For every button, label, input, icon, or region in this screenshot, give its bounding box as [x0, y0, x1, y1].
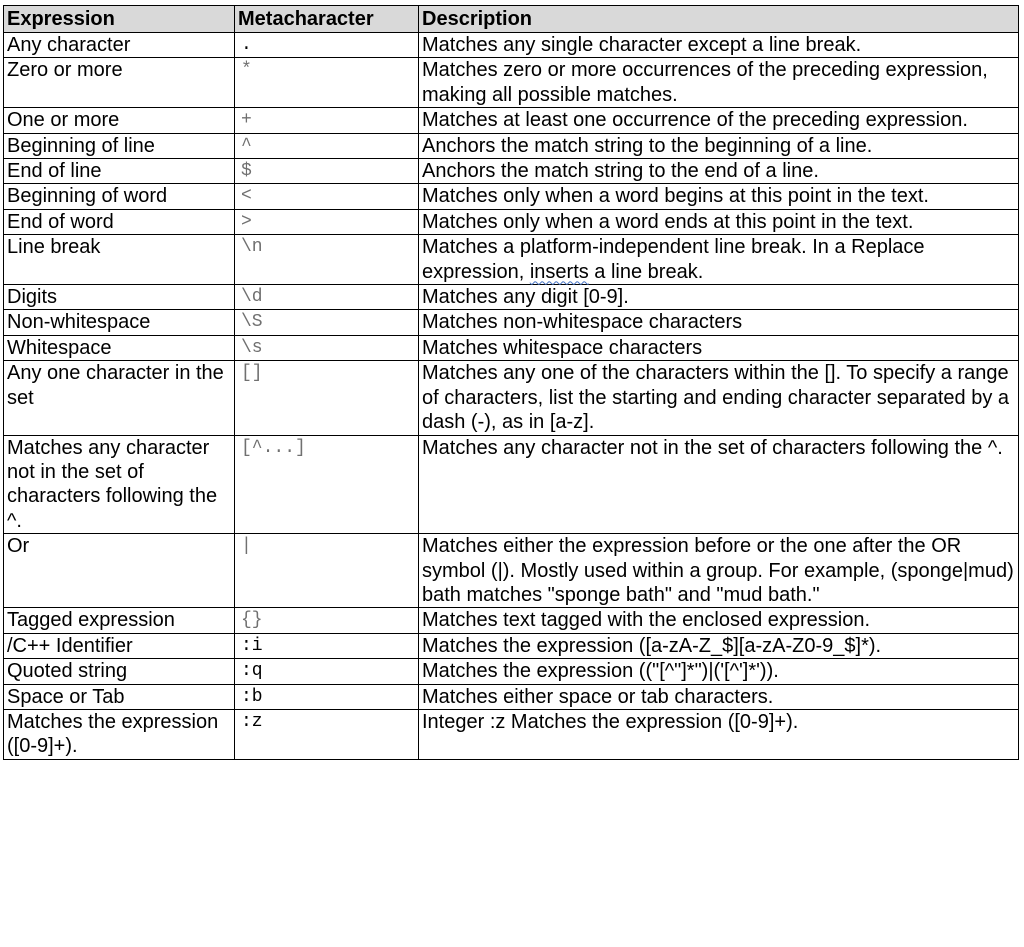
description-cell: Matches the expression ([a-zA-Z_$][a-zA-Z0-9_$]*).: [419, 633, 1019, 658]
metacharacter-cell: |: [235, 534, 419, 608]
expression-cell: Non-whitespace: [4, 310, 235, 335]
table-row: [4, 335, 1019, 360]
metacharacter-cell: >: [235, 209, 419, 234]
metacharacter-cell: \n: [235, 235, 419, 285]
description-cell: Matches non-whitespace characters: [419, 310, 1019, 335]
spellcheck-flagged-word: inserts: [529, 260, 589, 283]
expression-cell: Zero or more: [4, 58, 235, 108]
table-row: [4, 33, 1019, 58]
metacharacter-cell: *: [235, 58, 419, 108]
description-cell: [419, 235, 1019, 285]
table-row: [4, 108, 1019, 133]
description-cell: Anchors the match string to the end of a line.: [419, 159, 1019, 184]
metacharacter-cell: :q: [235, 659, 419, 684]
table-row: [4, 285, 1019, 310]
table-header-row: [4, 6, 1019, 33]
metacharacter-cell: ^: [235, 133, 419, 158]
table-row: [4, 159, 1019, 184]
header-description: Description: [419, 6, 1019, 33]
header-expression: Expression: [4, 6, 235, 33]
description-cell: Matches only when a word begins at this point in the text.: [419, 184, 1019, 209]
description-cell: Matches any digit [0-9].: [419, 285, 1019, 310]
expression-cell: Digits: [4, 285, 235, 310]
expression-cell: End of line: [4, 159, 235, 184]
metacharacter-cell: :b: [235, 684, 419, 709]
regex-reference-table: [3, 5, 1019, 760]
expression-cell: Whitespace: [4, 335, 235, 360]
description-cell: Matches at least one occurrence of the preceding expression.: [419, 108, 1019, 133]
expression-cell: Beginning of word: [4, 184, 235, 209]
metacharacter-cell: \S: [235, 310, 419, 335]
table-row: [4, 310, 1019, 335]
table-row: [4, 235, 1019, 285]
description-cell: Matches any one of the characters within the []. To specify a range of characters, list the starting and ending character separated by a dash (-), as in [a-z].: [419, 361, 1019, 435]
description-cell: Matches only when a word ends at this point in the text.: [419, 209, 1019, 234]
table-row: [4, 184, 1019, 209]
table-row: [4, 633, 1019, 658]
description-cell: Matches any single character except a line break.: [419, 33, 1019, 58]
metacharacter-cell: .: [235, 33, 419, 58]
expression-cell: /C++ Identifier: [4, 633, 235, 658]
table-row: [4, 435, 1019, 534]
table-row: [4, 684, 1019, 709]
metacharacter-cell: +: [235, 108, 419, 133]
description-text: Matches a platform-independent line break. In a Replace expression,: [422, 236, 925, 283]
table-row: [4, 659, 1019, 684]
description-cell: Matches either space or tab characters.: [419, 684, 1019, 709]
table-row: [4, 58, 1019, 108]
expression-cell: Space or Tab: [4, 684, 235, 709]
expression-cell: Or: [4, 534, 235, 608]
expression-cell: Matches the expression ([0-9]+).: [4, 709, 235, 759]
expression-cell: End of word: [4, 209, 235, 234]
table-row: [4, 209, 1019, 234]
metacharacter-cell: <: [235, 184, 419, 209]
metacharacter-cell: :i: [235, 633, 419, 658]
description-cell: Matches any character not in the set of characters following the ^.: [419, 435, 1019, 534]
expression-cell: Line break: [4, 235, 235, 285]
table-row: [4, 361, 1019, 435]
table-row: [4, 709, 1019, 759]
description-cell: Anchors the match string to the beginning of a line.: [419, 133, 1019, 158]
description-cell: Integer :z Matches the expression ([0-9]+).: [419, 709, 1019, 759]
expression-cell: One or more: [4, 108, 235, 133]
table-row: [4, 133, 1019, 158]
description-cell: Matches zero or more occurrences of the preceding expression, making all possible matches.: [419, 58, 1019, 108]
description-text: a line break.: [588, 260, 704, 283]
header-metacharacter: Metacharacter: [235, 6, 419, 33]
expression-cell: Any character: [4, 33, 235, 58]
expression-cell: Tagged expression: [4, 608, 235, 633]
metacharacter-cell: :z: [235, 709, 419, 759]
metacharacter-cell: \s: [235, 335, 419, 360]
description-cell: Matches either the expression before or the one after the OR symbol (|). Mostly used within a group. For example, (sponge|mud) bath matches "sponge bath" and "mud bath.": [419, 534, 1019, 608]
expression-cell: Matches any character not in the set of characters following the ^.: [4, 435, 235, 534]
expression-cell: Any one character in the set: [4, 361, 235, 435]
metacharacter-cell: \d: [235, 285, 419, 310]
metacharacter-cell: $: [235, 159, 419, 184]
table-row: [4, 608, 1019, 633]
table-row: [4, 534, 1019, 608]
expression-cell: Quoted string: [4, 659, 235, 684]
metacharacter-cell: {}: [235, 608, 419, 633]
expression-cell: Beginning of line: [4, 133, 235, 158]
description-cell: Matches whitespace characters: [419, 335, 1019, 360]
description-cell: Matches the expression (("[^"]*")|('[^']*')).: [419, 659, 1019, 684]
description-cell: Matches text tagged with the enclosed expression.: [419, 608, 1019, 633]
metacharacter-cell: [^...]: [235, 435, 419, 534]
metacharacter-cell: []: [235, 361, 419, 435]
